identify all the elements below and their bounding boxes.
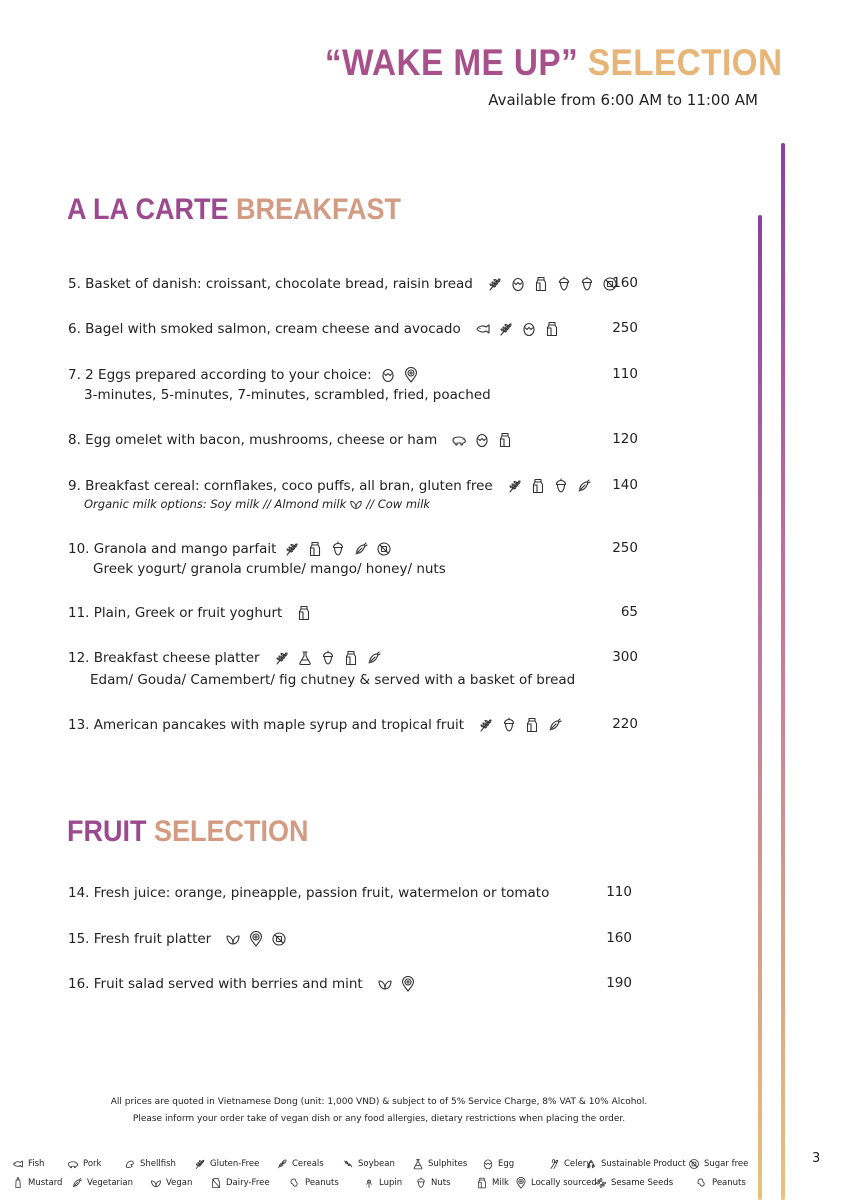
item-name: 14. Fresh juice: orange, pineapple, passion fruit, watermelon or tomato: [68, 885, 550, 901]
gluten-free-icon: [487, 276, 503, 292]
note-text: Organic milk options: Soy milk // Almond milk: [84, 497, 347, 511]
item-name: 8. Egg omelet with bacon, mushrooms, cheese or ham: [68, 432, 438, 448]
menu-item: [68, 431, 638, 449]
allergen-icons: [225, 931, 287, 947]
legend-item: [12, 1177, 62, 1189]
sugar-free-icon: [271, 931, 287, 947]
vegan-icon: [225, 931, 241, 947]
legend-label: Peanuts: [712, 1178, 746, 1188]
item-name: 15. Fresh fruit platter: [68, 931, 212, 947]
item-note: [84, 497, 638, 511]
sulphites-icon: [412, 1158, 424, 1170]
decorative-bar-left: [758, 215, 762, 1200]
legend-label: Soybean: [358, 1159, 395, 1169]
egg-icon: [521, 321, 537, 337]
gluten-free-icon: [274, 650, 290, 666]
dairy-free-icon: [210, 1177, 222, 1189]
legend-item: [210, 1177, 270, 1189]
vegan-icon: [377, 976, 393, 992]
legend-label: Peanuts: [305, 1178, 339, 1188]
allergen-icons: [380, 367, 419, 383]
egg-icon: [474, 432, 490, 448]
item-description: Edam/ Gouda/ Camembert/ fig chutney & served with a basket of bread: [90, 672, 576, 688]
legend-item: [585, 1158, 686, 1170]
fish-icon: [475, 321, 491, 337]
milk-icon: [533, 276, 549, 292]
menu-item: [68, 366, 638, 403]
milk-icon: [524, 717, 540, 733]
breakfast-title-part1: A LA CARTE: [67, 193, 229, 226]
item-name: 7. 2 Eggs prepared according to your choice:: [68, 367, 372, 383]
item-price: 250: [612, 320, 638, 336]
legend-label: Sesame Seeds: [611, 1178, 674, 1188]
milk-icon: [497, 432, 513, 448]
item-description: Greek yogurt/ granola crumble/ mango/ honey/ nuts: [93, 561, 446, 577]
legend-item: [363, 1177, 402, 1189]
breakfast-section-title: [67, 193, 401, 227]
legend-label: Shellfish: [140, 1159, 176, 1169]
menu-item: [68, 320, 638, 338]
menu-item: [68, 884, 632, 902]
legend-label: Nuts: [431, 1178, 451, 1188]
sustainable-icon: [585, 1158, 597, 1170]
item-name: 16. Fruit salad served with berries and mint: [68, 976, 363, 992]
menu-item: [68, 604, 638, 622]
milk-icon: [476, 1177, 488, 1189]
item-name: 12. Breakfast cheese platter: [68, 650, 260, 666]
legend-item: [688, 1158, 748, 1170]
vegan-icon: [349, 497, 363, 511]
egg-icon: [380, 367, 396, 383]
fruit-title-part2: SELECTION: [154, 815, 309, 848]
legend-label: Locally sourced: [531, 1178, 597, 1188]
legend-item: [124, 1158, 176, 1170]
legend-item: [482, 1158, 514, 1170]
legend-item: [67, 1158, 101, 1170]
nuts-icon: [553, 478, 569, 494]
sulphites-icon: [297, 650, 313, 666]
legend-label: Dairy-Free: [226, 1178, 270, 1188]
fruit-title-part1: FRUIT: [67, 815, 147, 848]
legend-item: [289, 1177, 339, 1189]
legend-item: [696, 1177, 746, 1189]
menu-item: [68, 975, 632, 993]
legend-label: Vegetarian: [87, 1178, 134, 1188]
lupin-icon: [363, 1177, 375, 1189]
allergen-icons: [274, 650, 382, 666]
legend-item: [595, 1177, 673, 1189]
nuts-icon: [556, 276, 572, 292]
vegan-icon: [150, 1177, 162, 1189]
allergen-icons: [478, 717, 563, 733]
legend-label: Milk: [492, 1178, 509, 1188]
legend-item: [150, 1177, 192, 1189]
allergen-icons: [296, 605, 312, 621]
legend-label: Gluten-Free: [210, 1159, 260, 1169]
item-name: 6. Bagel with smoked salmon, cream cheese and avocado: [68, 321, 461, 337]
legend-item: [515, 1177, 597, 1189]
item-price: 110: [612, 366, 638, 382]
milk-icon: [544, 321, 560, 337]
pricing-note: All prices are quoted in Vietnamese Dong (unit: 1,000 VND) & subject to of 5% Service Charge, 8% VAT & 10% Alcohol.: [110, 1097, 648, 1107]
item-name: 10. Granola and mango parfait: [68, 541, 277, 557]
menu-item: [68, 540, 638, 577]
locally-sourced-icon: [248, 931, 264, 947]
title-part1: “WAKE ME UP”: [324, 42, 578, 83]
legend-label: Sulphites: [428, 1159, 468, 1169]
milk-icon: [307, 541, 323, 557]
menu-item: [68, 477, 638, 511]
legend-label: Celery: [564, 1159, 592, 1169]
fish-icon: [12, 1158, 24, 1170]
legend-item: [12, 1158, 44, 1170]
item-price: 190: [606, 975, 632, 991]
item-name: 5. Basket of danish: croissant, chocolate bread, raisin bread: [68, 276, 473, 292]
legend-item: [412, 1158, 467, 1170]
item-price: 65: [620, 604, 638, 620]
milk-icon: [530, 478, 546, 494]
legend-label: Pork: [83, 1159, 102, 1169]
title-part2: SELECTION: [587, 42, 782, 83]
peanuts-icon: [289, 1177, 301, 1189]
nuts-icon: [330, 541, 346, 557]
vegetarian-icon: [366, 650, 382, 666]
item-price: 160: [606, 930, 632, 946]
allergen-icons: [377, 976, 416, 992]
sugar-free-icon: [688, 1158, 700, 1170]
nuts-icon: [501, 717, 517, 733]
gluten-free-icon: [194, 1158, 206, 1170]
allergen-icons: [451, 432, 513, 448]
legend-item: [415, 1177, 451, 1189]
allergen-icons: [284, 541, 392, 557]
legend-label: Egg: [498, 1159, 515, 1169]
vegetarian-icon: [576, 478, 592, 494]
vegetarian-icon: [547, 717, 563, 733]
pork-icon: [451, 432, 467, 448]
cereals-icon: [276, 1158, 288, 1170]
menu-item: [68, 930, 632, 948]
service-hours: Available from 6:00 AM to 11:00 AM: [488, 91, 758, 109]
item-price: 140: [612, 477, 638, 493]
item-price: 220: [612, 716, 638, 732]
egg-icon: [482, 1158, 494, 1170]
gluten-free-icon: [284, 541, 300, 557]
gluten-free-icon: [507, 478, 523, 494]
menu-item: [68, 275, 638, 293]
vegetarian-icon: [71, 1177, 83, 1189]
legend-item: [342, 1158, 395, 1170]
gluten-free-icon: [478, 717, 494, 733]
vegetarian-icon: [353, 541, 369, 557]
legend-label: Lupin: [379, 1178, 403, 1188]
item-name: 11. Plain, Greek or fruit yoghurt: [68, 605, 283, 621]
shellfish-icon: [124, 1158, 136, 1170]
fruit-section-title: [67, 815, 309, 849]
celery-icon: [548, 1158, 560, 1170]
mustard-icon: [12, 1177, 24, 1189]
page-number: 3: [812, 1151, 821, 1166]
nuts-icon: [579, 276, 595, 292]
egg-icon: [510, 276, 526, 292]
allergen-icons: [487, 276, 618, 292]
legend-label: Sugar free: [704, 1159, 749, 1169]
allergy-note: Please inform your order take of vegan dish or any food allergies, dietary restrictions when placing the order.: [132, 1114, 626, 1124]
breakfast-title-part2: BREAKFAST: [236, 193, 402, 226]
allergen-icons: [507, 478, 592, 494]
legend-label: Sustainable Product: [601, 1159, 686, 1169]
menu-item: [68, 649, 638, 688]
allergen-icons: [475, 321, 560, 337]
nuts-icon: [320, 650, 336, 666]
sugar-free-icon: [376, 541, 392, 557]
legend-label: Fish: [28, 1159, 45, 1169]
item-price: 300: [612, 649, 638, 665]
note-text-end: // Cow milk: [366, 497, 431, 511]
sesame-icon: [595, 1177, 607, 1189]
soybean-icon: [342, 1158, 354, 1170]
locally-sourced-icon: [515, 1177, 527, 1189]
item-name: 9. Breakfast cereal: cornflakes, coco puffs, all bran, gluten free: [68, 478, 493, 494]
page-title: [324, 42, 782, 84]
legend-label: Mustard: [28, 1178, 63, 1188]
gluten-free-icon: [498, 321, 514, 337]
nuts-icon: [415, 1177, 427, 1189]
legend-item: [71, 1177, 133, 1189]
item-price: 110: [606, 884, 632, 900]
item-name: 13. American pancakes with maple syrup and tropical fruit: [68, 717, 465, 733]
menu-item: [68, 716, 638, 734]
locally-sourced-icon: [400, 976, 416, 992]
legend-label: Vegan: [166, 1178, 193, 1188]
legend-item: [476, 1177, 509, 1189]
pork-icon: [67, 1158, 79, 1170]
legend-label: Cereals: [292, 1159, 324, 1169]
item-price: 120: [612, 431, 638, 447]
decorative-bar-right: [781, 143, 785, 1200]
legend-item: [194, 1158, 259, 1170]
legend-item: [276, 1158, 324, 1170]
locally-sourced-icon: [403, 367, 419, 383]
milk-icon: [343, 650, 359, 666]
item-description: 3-minutes, 5-minutes, 7-minutes, scrambled, fried, poached: [84, 387, 491, 403]
item-price: 160: [612, 275, 638, 291]
peanuts-icon: [696, 1177, 708, 1189]
item-price: 250: [612, 540, 638, 556]
milk-icon: [296, 605, 312, 621]
